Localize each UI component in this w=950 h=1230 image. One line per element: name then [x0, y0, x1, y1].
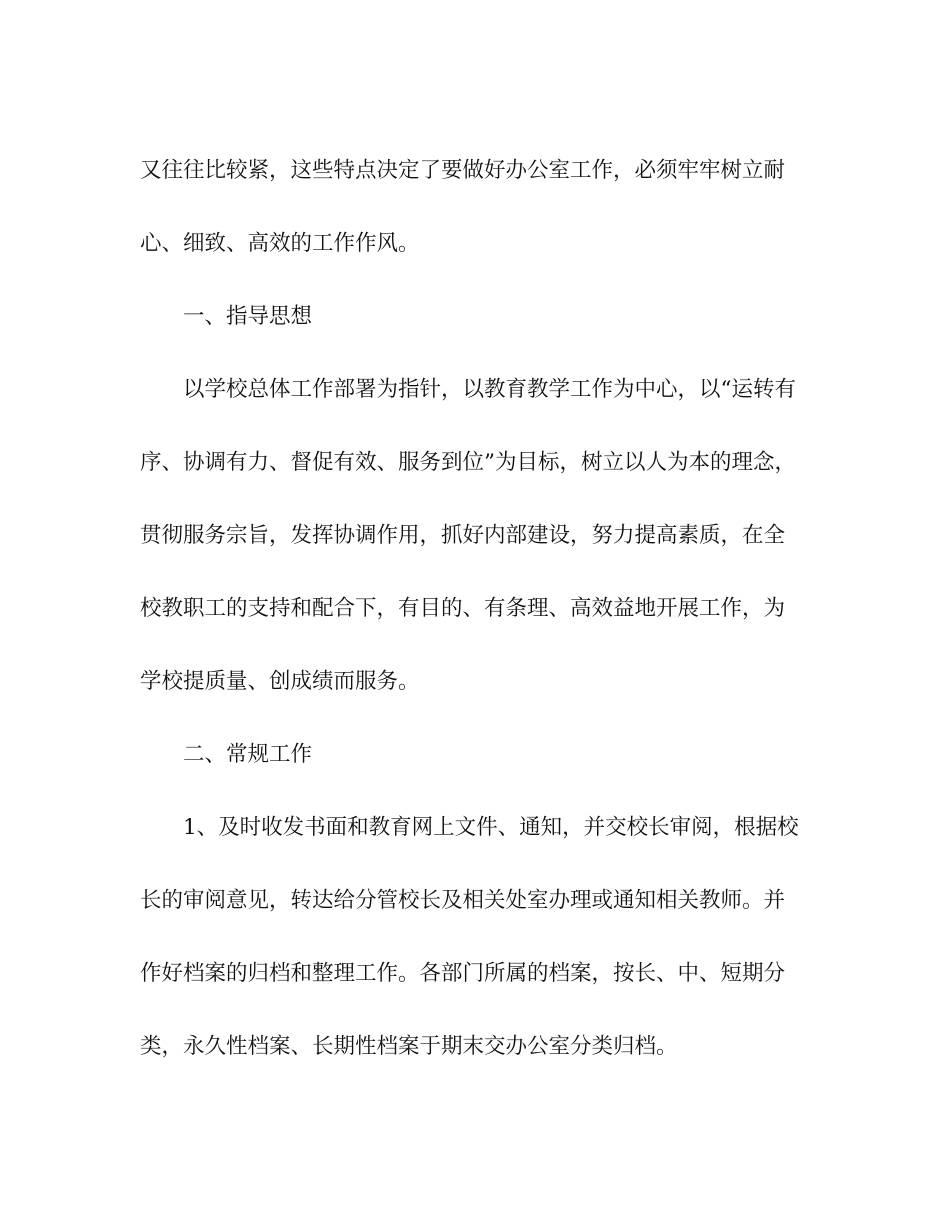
text-line: 作好档案的归档和整理工作。各部门所属的档案，按长、中、短期分: [140, 961, 786, 986]
text-line: 序、协调有力、督促有效、服务到位”为目标，树立以人为本的理念，: [140, 450, 796, 475]
text-line: 类，永久性档案、长期性档案于期末交办公室分类归档。: [140, 1034, 678, 1059]
text-line: 长的审阅意见，转达给分管校长及相关处室办理或通知相关教师。并: [140, 888, 786, 913]
section-heading: 二、常规工作: [183, 742, 313, 767]
text-line: 以学校总体工作部署为指针，以教育教学工作为中心，以“运转有: [183, 377, 796, 402]
text-line: 校教职工的支持和配合下，有目的、有条理、高效益地开展工作，为: [140, 596, 786, 621]
text-line: 贯彻服务宗旨，发挥协调作用，抓好内部建设，努力提高素质，在全: [140, 523, 786, 548]
text-line: 1、及时收发书面和教育网上文件、通知，并交校长审阅，根据校: [183, 815, 799, 840]
text-line: 学校提质量、创成绩而服务。: [140, 669, 420, 694]
text-line: 心、细致、高效的工作作风。: [140, 231, 420, 256]
text-line: 又往往比较紧，这些特点决定了要做好办公室工作，必须牢牢树立耐: [140, 158, 786, 183]
document-body: [140, 134, 820, 1083]
section-heading: 一、指导思想: [183, 304, 313, 329]
